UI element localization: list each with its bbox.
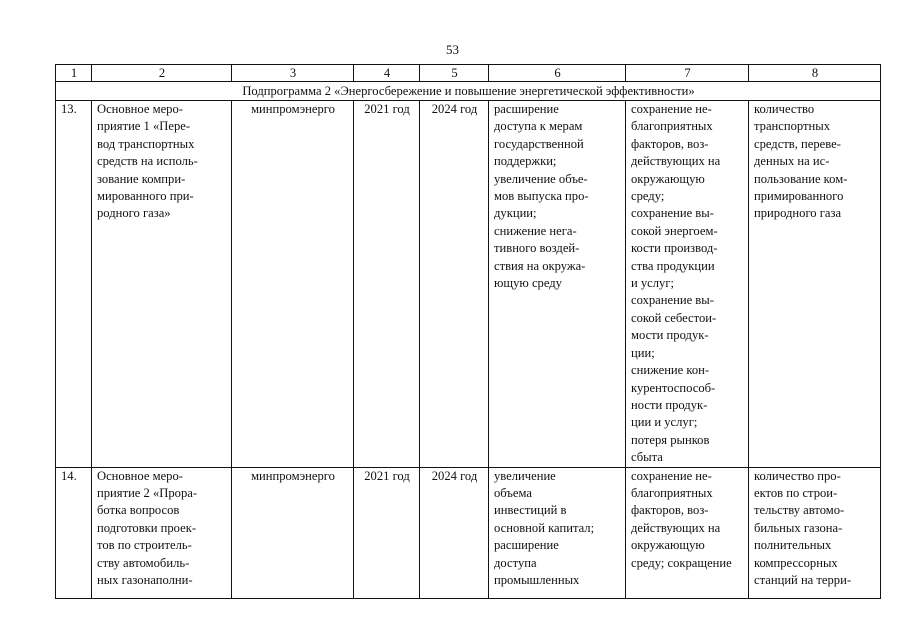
page-number: 53 [446,42,459,57]
column-number: 8 [749,65,881,82]
start-year: 2021 год [354,467,420,598]
activity-name: Основное меро- приятие 2 «Прора- ботка вопросов подготовки проек- тов по строитель- ству автомобиль- ных газонаполни- [92,467,232,598]
start-year: 2021 год [354,101,420,468]
column-number: 5 [420,65,489,82]
end-year: 2024 год [420,467,489,598]
expected-result: расширение доступа к мерам государственной поддержки; увеличение объе- мов выпуска про- дукции; снижение нега- тивного воздей- ствия на окружа- ющую среду [489,101,626,468]
column-number: 1 [56,65,92,82]
column-number: 2 [92,65,232,82]
indicator: количество про- ектов по строи- тельству автомо- бильных газона- полнительных компрессорных станций на терри- [749,467,881,598]
activity-name: Основное меро- приятие 1 «Пере- вод транспортных средств на исполь- зование компри- мированного при- родного газа» [92,101,232,468]
executor: минпромэнерго [232,467,354,598]
row-number: 14. [56,467,92,598]
executor: минпромэнерго [232,101,354,468]
table-row [56,101,881,468]
indicator: количество транспортных средств, переве- денных на ис- пользование ком- примированного природного газа [749,101,881,468]
column-number: 7 [626,65,749,82]
expected-result: увеличение объема инвестиций в основной капитал; расширение доступа промышленных [489,467,626,598]
row-number: 13. [56,101,92,468]
end-year: 2024 год [420,101,489,468]
program-table [55,64,881,599]
column-number: 3 [232,65,354,82]
subprogram-row [56,82,881,101]
table-row [56,467,881,598]
column-number-row [56,65,881,82]
non-implementation-consequences: сохранение не- благоприятных факторов, воз- действующих на окружающую среду; сокращение [626,467,749,598]
column-number: 4 [354,65,420,82]
column-number: 6 [489,65,626,82]
subprogram-title: Подпрограмма 2 «Энергосбережение и повышение энергетической эффективности» [56,82,881,101]
non-implementation-consequences: сохранение не- благоприятных факторов, воз- действующих на окружающую среду; сохранение вы- сокой энергоем- кости производ- ства продукции и услуг; сохранение вы- сокой себестои- мости продук- ции; снижение кон- курентоспособ- ности продук- ции и услуг; потеря рынков сбыта [626,101,749,468]
